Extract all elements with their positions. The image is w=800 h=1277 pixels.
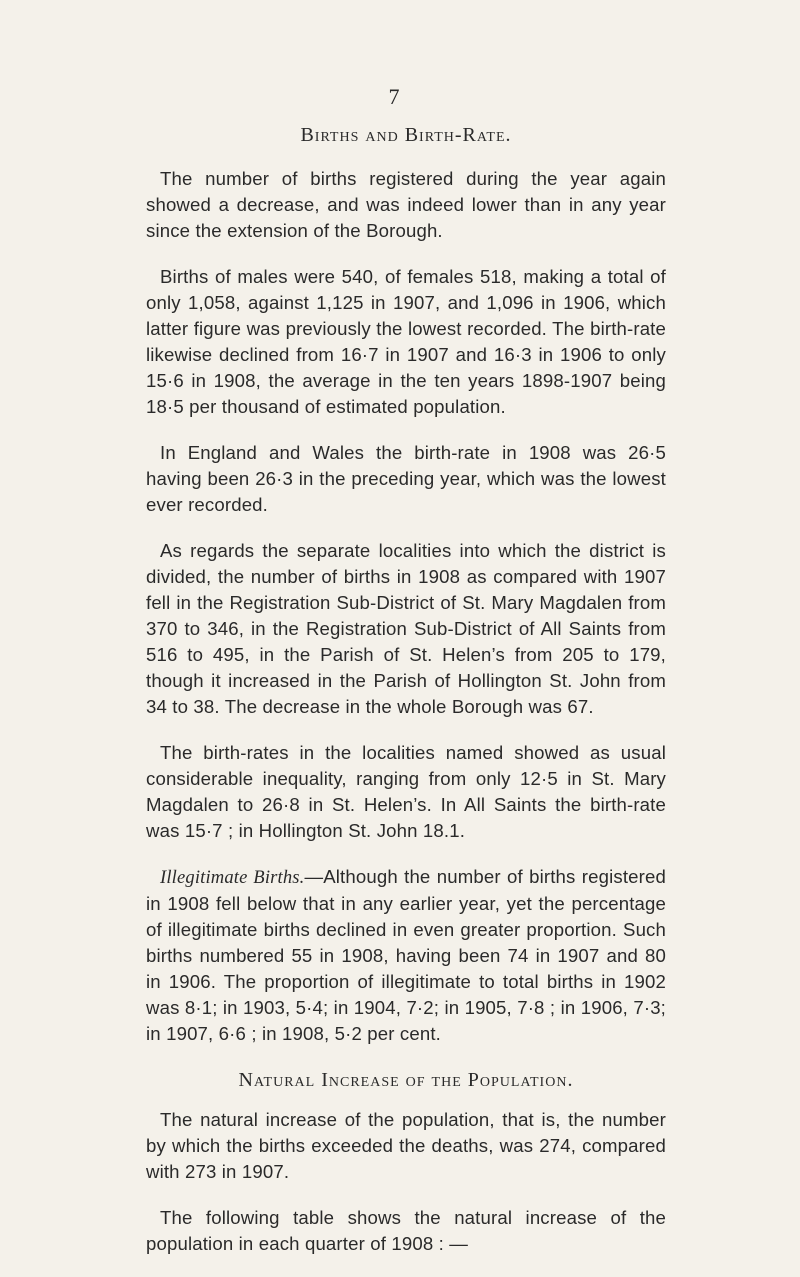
paragraph-births-totals: Births of males were 540, of females 518, making a total of only 1,058, against 1,125 in 1907, and 1,096 in 1906, which latter figure was previously the lowest recorded. The birth-rate likewise declined from 16·7 in 1907 and 16·3 in 1906 to only 15·6 in 1908, the average in the ten years 1898-1907 being 18·5 per thousand of estimated population.	[146, 266, 666, 417]
paragraph-england-wales: In England and Wales the birth-rate in 1908 was 26·5 having been 26·3 in the preceding year, which was the lowest ever recorded.	[146, 442, 666, 515]
paragraph-births-intro: The number of births registered during the year again showed a decrease, and was indeed lower than in any year since the extension of the Borough.	[146, 168, 666, 241]
paragraph-table-intro: The following table shows the natural increase of the population in each quarter of 1908 : —	[146, 1207, 666, 1254]
paragraph-localities: As regards the separate localities into which the district is divided, the number of births in 1908 as compared with 1907 fell in the Registration Sub-District of St. Mary Magdalen from 370 to 346, in the Registration Sub-District of All Saints from 516 to 495, in the Parish of St. Helen’s from 205 to 179, though it increased in the Parish of Hollington St. John from 34 to 38. The decrease in the whole Borough was 67.	[146, 540, 666, 717]
illegitimate-text: —Although the number of births registered in 1908 fell below that in any earlier year, yet the percentage of illegitimate births declined in even greater proportion. Such births numbered 55 in 1908, having been 74 in 1907 and 80 in 1906. The proportion of illegitimate to total births in 1902 was 8·1; in 1903, 5·4; in 1904, 7·2; in 1905, 7·8 ; in 1906, 7·3; in 1907, 6·6 ; in 1908, 5·2 per cent.	[146, 866, 666, 1044]
page-number: 7	[388, 84, 400, 109]
page-content	[146, 122, 666, 1277]
illegitimate-lead: Illegitimate Births.	[160, 867, 305, 888]
section-heading-births: Births and Birth-Rate.	[300, 124, 512, 146]
paragraph-birth-rates: The birth-rates in the localities named showed as usual considerable inequality, ranging from only 12·5 in St. Mary Magdalen to 26·8 in St. Helen’s. In All Saints the birth-rate was 15·7 ; in Hollington St. John 18.1.	[146, 742, 666, 841]
paragraph-illegitimate	[146, 864, 666, 1047]
section-heading-natural-increase: Natural Increase of the Population.	[238, 1069, 574, 1091]
paragraph-natural-increase: The natural increase of the population, that is, the number by which the births exceeded the deaths, was 274, compared with 273 in 1907.	[146, 1109, 666, 1182]
